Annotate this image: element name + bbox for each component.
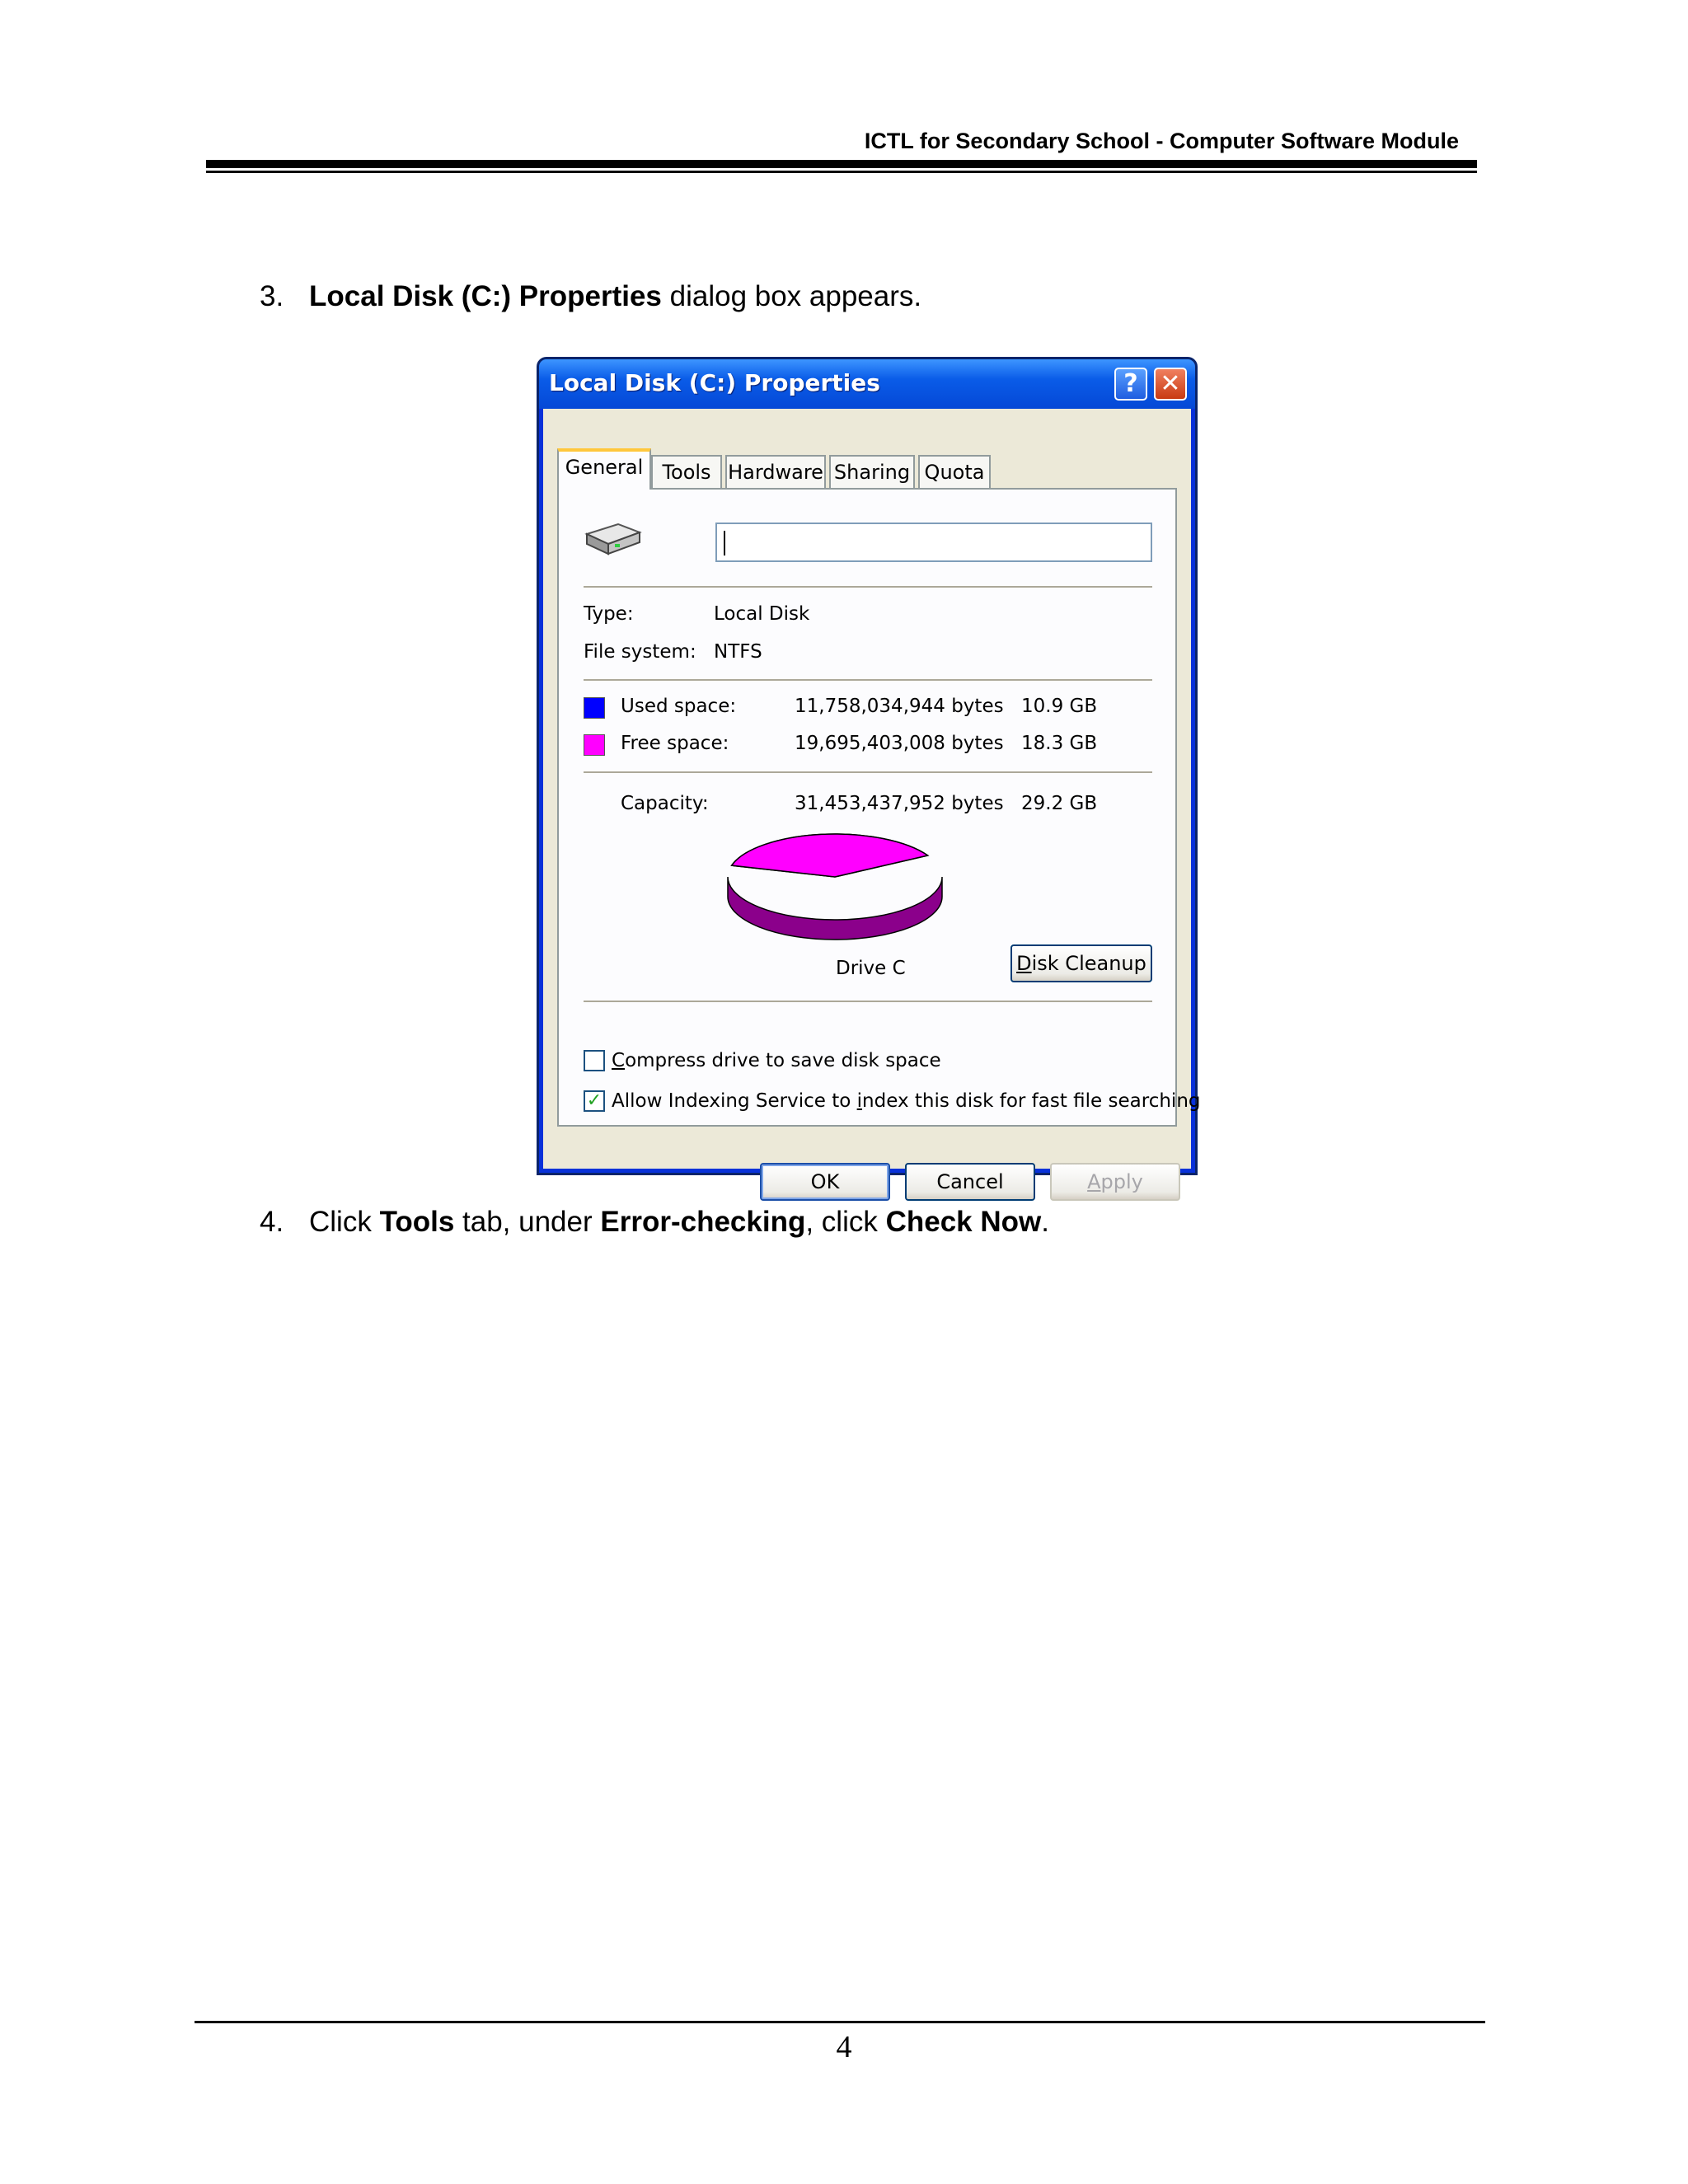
compress-text: ompress drive to save disk space [625,1050,941,1071]
pie-side-wall [728,877,942,940]
used-space-size: 10.9 GB [1021,696,1098,717]
step-bold: Local Disk (C:) Properties [309,280,662,312]
compress-label[interactable] [612,1050,941,1071]
pie-slice-free-space [732,834,928,877]
apply-label: pply [1100,1170,1143,1193]
disk-usage-pie-chart [715,829,954,953]
drive-label: Drive C [836,958,906,979]
free-space-size: 18.3 GB [1021,733,1098,754]
disk-cleanup-label: isk Cleanup [1031,952,1146,975]
ok-button[interactable]: OK [760,1163,890,1201]
tab-sharing[interactable]: Sharing [829,455,915,488]
indexing-mnemonic: i [856,1090,863,1112]
step-number: 3. [260,280,284,312]
step-text: dialog box appears. [661,280,922,312]
header-rule [206,160,1477,168]
dialog-title: Local Disk (C:) Properties [549,369,880,396]
hard-drive-icon [582,519,643,560]
close-button[interactable]: ✕ [1154,368,1187,401]
title-bar[interactable] [539,359,1195,409]
cancel-button[interactable]: Cancel [905,1163,1035,1201]
general-panel [557,488,1201,1127]
disk-cleanup-button[interactable] [1010,944,1152,982]
file-system-label: File system: [584,641,696,663]
tab-tools[interactable]: Tools [651,455,722,488]
footer-rule [195,2021,1485,2023]
separator [584,1001,1152,1002]
page-header-title: ICTL for Secondary School - Computer Software Module [864,129,1459,153]
capacity-bytes: 31,453,437,952 bytes [795,793,1004,814]
step-3 [260,280,921,313]
tab-general[interactable]: General [557,448,651,490]
used-space-swatch [584,697,605,719]
tab-quota[interactable]: Quota [918,455,991,488]
apply-button[interactable] [1050,1163,1180,1201]
compress-checkbox[interactable] [584,1050,605,1071]
tab-hardware[interactable]: Hardware [725,455,826,488]
step-text: Click [309,1206,380,1238]
capacity-size: 29.2 GB [1021,793,1098,814]
used-space-label: Used space: [621,696,737,717]
text-caret [724,531,725,555]
header-rule-thin [206,171,1477,173]
used-space-bytes: 11,758,034,944 bytes [795,696,1004,717]
indexing-text-pre: Allow Indexing Service to [612,1090,857,1112]
step-bold: Tools [379,1206,455,1238]
step-number: 4. [260,1206,284,1238]
separator [584,586,1152,588]
step-text: , click [805,1206,886,1238]
volume-label-input[interactable] [715,523,1152,562]
type-label: Type: [584,603,634,625]
step-text: . [1041,1206,1049,1238]
file-system-value: NTFS [714,641,762,663]
help-button[interactable]: ? [1114,368,1147,401]
compress-mnemonic: C [612,1050,626,1071]
apply-mnemonic: A [1087,1170,1101,1193]
indexing-label[interactable] [612,1090,1201,1112]
dialog-body [543,409,1201,1193]
separator [584,679,1152,681]
page-number: 4 [836,2030,852,2064]
separator [584,771,1152,773]
step-bold: Error-checking [600,1206,806,1238]
step-bold: Check Now [885,1206,1042,1238]
indexing-checkbox[interactable]: ✓ [584,1090,605,1112]
free-space-swatch [584,734,605,756]
indexing-text-rest: ndex this disk for fast file searching [862,1090,1201,1112]
step-text: tab, under [454,1206,601,1238]
disk-cleanup-mnemonic: D [1016,952,1032,975]
properties-dialog [537,357,1201,1193]
type-value: Local Disk [714,603,810,625]
free-space-bytes: 19,695,403,008 bytes [795,733,1004,754]
free-space-label: Free space: [621,733,729,754]
step-4 [260,1206,1049,1239]
capacity-label: Capacity: [621,793,709,814]
